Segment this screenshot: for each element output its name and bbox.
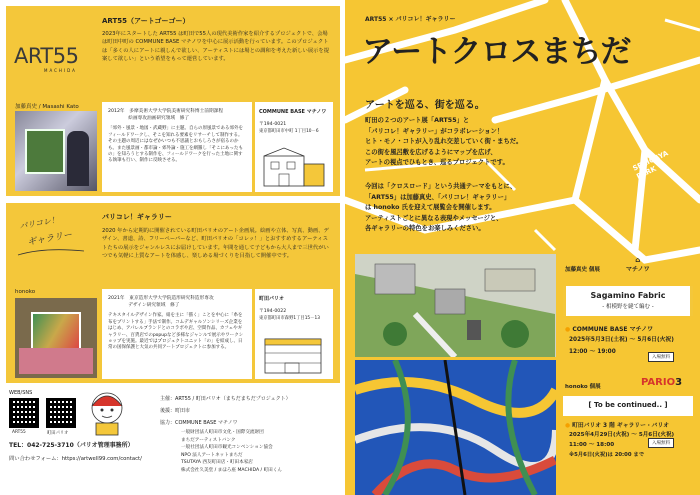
art55-artist-name: 加藤真史 / Masashi Kato — [15, 104, 79, 110]
art55-panel — [6, 6, 340, 196]
artist-photo-honoko — [15, 298, 97, 378]
location-pin-icon: ● — [565, 326, 571, 333]
footer-sponsor: 主催：ART55 / 町田パリオ（まちだまちだプロジェクト） — [160, 396, 291, 402]
tagline: アートを巡る、街を巡る。 — [365, 100, 485, 111]
right-subtitle: ART55 × パリコレ！ギャラリー — [365, 16, 456, 23]
svg-text:パリコレ！: パリコレ！ — [18, 215, 60, 231]
artwork-honoko — [355, 360, 556, 495]
intro-body-1: 町田の２つのアート展「ART55」と 「パリコレ！ギャラリー」がコラボレーション！ ヒト・モノ・コトが入り乱れ交差していく街・まちだ。 この街を風呂敷を広げるようにマップを広げ、 アートの視点でひもとき、巡るプロジェクトです。 — [365, 117, 523, 166]
venue-card-pario: 町田パリオ 〒194-0022 東京都町田市森野1丁目15－13 — [255, 289, 333, 379]
mascot-illustration — [82, 386, 132, 436]
paricolle-description: 2020 年から定期的に開催されている町田パリオのアート企画展。絵画や立体、写真、動画、デザイン、書道、詩、フリーペーパーなど、町田パリオの「コレッ！」とおすすめするアーティストたちの展示をジャンルレスにお届けしています。年間を通して子どもから大人まで三世代がいつでも気軽に上質なアートを体感し、楽しめる場づくりを目指して開催中です。 — [102, 228, 329, 260]
exhibit2-artist: honoko 個展 — [565, 384, 601, 390]
art55-logo: ART55 MACHIDA — [14, 44, 79, 73]
coop-item: 一般社団法人町田市観光コンベンション協会 — [181, 445, 273, 451]
exhibit1-time: 12:00 〜 19:00 — [569, 349, 616, 355]
paricolle-artist-name: honoko — [15, 289, 36, 295]
coop-item: 一般財団法人町田市文化・国際交流財団 — [181, 430, 264, 435]
qr2-caption: 町田パリオ — [47, 431, 69, 436]
svg-text:ギャラリー: ギャラリー — [26, 230, 73, 248]
exhibit2-dates: 2025年4月29日(火祝) 〜 5月6日(火祝) — [569, 432, 675, 438]
art55-artist-card: 2012年 多摩美術大学大学院美術研究科博士前期課程 絵画専攻油画研究領域 修了 「郊外・風景・地図・武蔵野」に主題。自らの原風景である郊外をフィールドワークし、そこを知れる要素をリサーチして制作する。その主題の周辺にはなぜかいつも不思議とおもしろさが宿るのかも。また風景画・都市論・郊外論・施工を網羅し「そこにあったもの」を知ろうとする制作を、フィールドワークを行った土地に関する執筆も行い、制作に反映させる。 — [102, 102, 252, 192]
pario-building-illustration — [259, 333, 329, 375]
pario-logo: PARIO3 — [641, 377, 683, 388]
main-title: アートクロスまちだ — [362, 34, 631, 70]
paricolle-title: パリコレ！ギャラリー — [102, 213, 172, 221]
exhibit2-time: 11:00 〜 18:00 — [569, 442, 615, 448]
exhibit1-title-box: Sagamino Fabric - 相模野を縫て編む - — [563, 286, 693, 316]
intro-body-2: 今回は「クロスロード」という共通テーマをもとに、 「ART55」は加藤真史、「パリコレ！ギャラリー」 は honoko 氏を迎えて展覧会を開催します。 アーティストごとに異なる表現やメッセージと、 各ギャラリーの特色をお楽しみください。 — [365, 183, 517, 232]
exhibit2-venue: ● 町田パリオ 3 階 ギャラリー・パリオ — [565, 423, 670, 429]
qr-code-art55[interactable] — [9, 398, 39, 428]
machinowa-logo: ⌂ マチノワ — [626, 256, 650, 273]
paricolle-logo — [14, 211, 94, 271]
footer-contact[interactable]: 問い合わせフォーム：https://artwell99.com/contact/ — [9, 456, 142, 462]
footer-web-sns-label: WEB/SNS — [9, 390, 33, 396]
paricolle-artist-card: 2021年 東京造形大学大学院造形研究科造形専攻 デザイン研究領域 修了 テキスタイルデザイン作家。絹を主に「描く」ことを中心に「糸を布をプリントする」手法で制作。コムデギャルソンシリーズ企業をはじめ、アパレルブランドとのコラボや店、空間作品、カフェやギャラリー、百貨店でのpopupなど多様なジャンルで展示やワークショップを実施。最近ではプロジェクトユニット「の」を結成し、日常の国保保護と大気の共同アートプロジェクトに参加する。 — [102, 289, 252, 379]
footer-support: 後援：町田市 — [160, 408, 191, 414]
exhibit1-artist: 加藤真史 個展 — [565, 267, 600, 273]
exhibit2-title-box: [ To be continued.. ] — [563, 396, 693, 416]
coop-item: TSUTAYA 西友町田店・町田本家店 — [181, 460, 253, 466]
artist-photo-kato — [15, 111, 97, 191]
exhibit1-dates: 2025年5月3日(土祝) 〜 5月6日(火祝) — [569, 337, 674, 343]
exhibit2-last-day: ※5月6日(火祝)は 20:00 まで — [569, 452, 644, 458]
art55-description: 2023年にスタートした ART55 は町田で55人の現代美術作家を紹介するプロジェクトで、会場は町田中町の COMMUNE BASE マチノワを中心に展示活動を行っています。このプロジェクトは「多くの人にアートに親しんで欲しい、アーティストには場との調和を考えた新しい展示を提案して欲しい」という希望をもって運営しています。 — [102, 31, 330, 63]
coop-item: NPO 法人アートネットまちだ — [181, 452, 243, 458]
footer-tel: TEL：042-725-3710（パリオ管理事務所） — [9, 442, 134, 449]
location-pin-icon: ● — [565, 423, 571, 429]
map-park-label: SERIGAYA PARK — [631, 149, 670, 181]
qr-code-pario[interactable] — [46, 398, 76, 428]
exhibit1-free-badge: 入場無料 — [648, 352, 674, 362]
paricolle-panel — [6, 203, 340, 383]
machinowa-logo-icon: ⌂ — [635, 256, 641, 264]
footer-coop-list — [181, 429, 282, 475]
machinowa-building-illustration — [259, 146, 329, 188]
coop-item: まちだアーティストバンク — [181, 437, 236, 443]
coop-item: 株式会社久美堂 / まほろ座 MACHIDA / 町田くん — [181, 467, 282, 473]
qr1-caption: ART55 — [12, 430, 26, 435]
exhibit1-venue: ● COMMUNE BASE マチノワ — [565, 326, 654, 333]
footer-coop: 協力：COMMUNE BASE マチノワ — [160, 420, 238, 426]
exhibit2-free-badge: 入場無料 — [648, 438, 674, 448]
artwork-kato — [355, 254, 556, 357]
venue-card-machinowa: COMMUNE BASE マチノワ 〒194-0021 東京都町田市中町 1丁目10－6 — [255, 102, 333, 192]
art55-title: ART55（アートゴーゴー） — [102, 17, 190, 25]
